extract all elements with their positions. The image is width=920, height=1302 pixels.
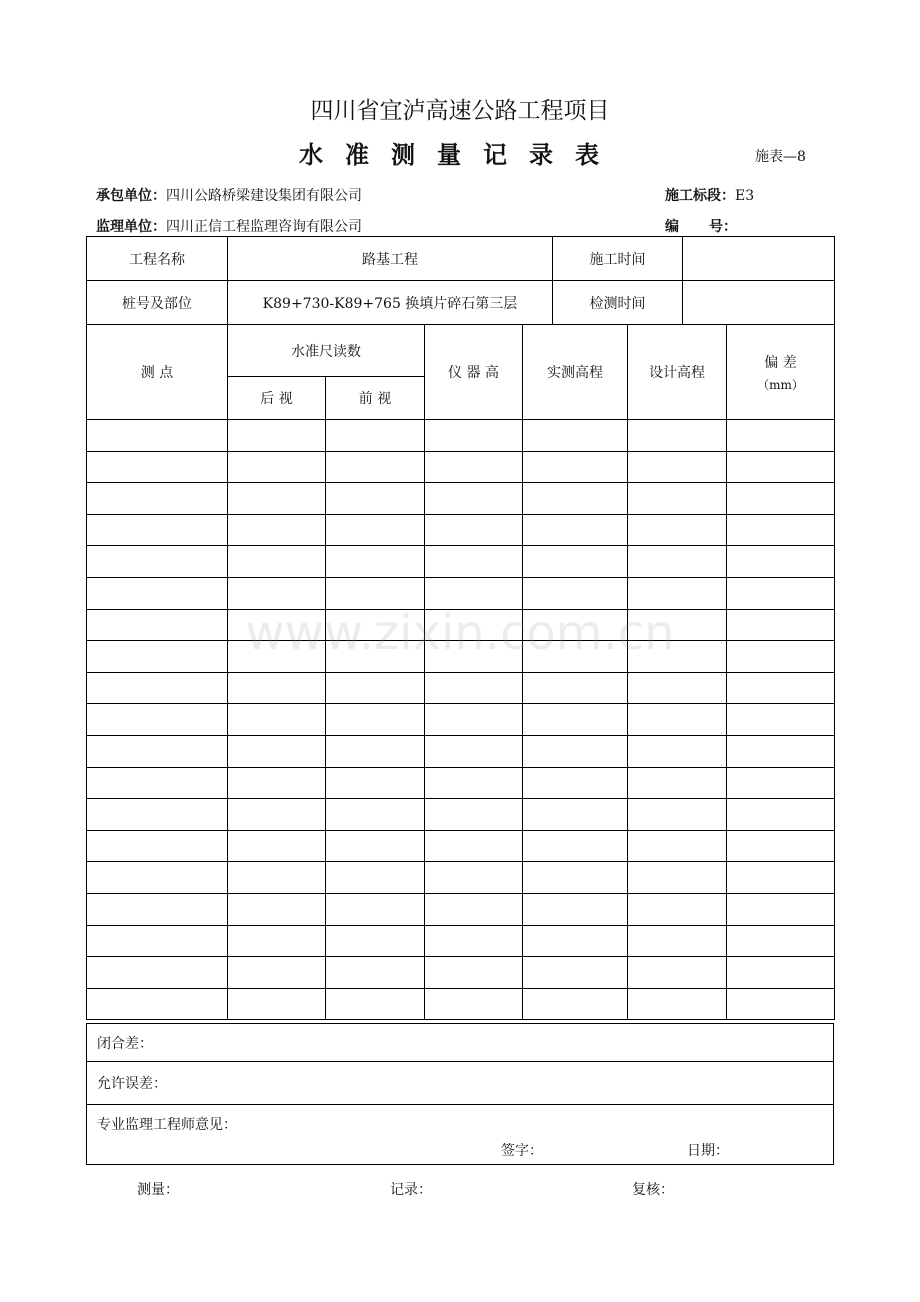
table-cell[interactable] [727,799,835,831]
table-cell[interactable] [87,862,228,894]
table-cell[interactable] [425,767,523,799]
table-cell[interactable] [628,767,727,799]
table-cell[interactable] [228,514,326,546]
table-cell[interactable] [523,988,628,1020]
contractor-label: 承包单位： [96,188,166,204]
table-cell[interactable] [87,704,228,736]
number-label-b: 号： [709,219,737,235]
table-cell[interactable] [87,925,228,957]
header-point: 测 点 [87,325,228,420]
section-label: 施工标段： [665,188,735,204]
table-cell[interactable] [628,862,727,894]
table-cell[interactable] [87,957,228,989]
review-signoff: 复核： [632,1182,674,1198]
table-cell[interactable] [425,893,523,925]
table-row [87,451,835,483]
table-cell[interactable] [87,799,228,831]
footer-table [86,1023,834,1165]
table-cell[interactable] [425,546,523,578]
construction-time-value[interactable] [683,237,835,281]
number-label-a: 编 [665,219,679,235]
table-cell[interactable] [228,704,326,736]
table-cell[interactable] [628,704,727,736]
table-cell[interactable] [727,893,835,925]
table-cell[interactable] [628,988,727,1020]
contractor-line [96,185,362,205]
table-cell[interactable] [326,957,425,989]
table-cell[interactable] [628,514,727,546]
table-cell[interactable] [326,925,425,957]
form-title: 水准测量记录表 [299,141,621,169]
header-deviation-unit: （mm） [757,377,804,392]
table-cell[interactable] [523,767,628,799]
table-cell[interactable] [326,735,425,767]
table-cell[interactable] [228,767,326,799]
table-cell[interactable] [727,925,835,957]
table-cell[interactable] [523,483,628,515]
table-cell[interactable] [87,893,228,925]
table-row [87,893,835,925]
table-cell[interactable] [87,546,228,578]
record-signoff: 记录： [390,1182,432,1198]
table-cell[interactable] [326,704,425,736]
table-cell[interactable] [228,672,326,704]
table-cell[interactable] [228,483,326,515]
table-row [87,420,835,452]
table-cell[interactable] [727,483,835,515]
table-row [87,830,835,862]
data-rows [87,420,835,1020]
table-cell[interactable] [628,799,727,831]
table-cell[interactable] [228,799,326,831]
table-cell[interactable] [523,546,628,578]
table-cell[interactable] [727,862,835,894]
table-cell[interactable] [87,514,228,546]
engineer-opinion-cell[interactable] [87,1105,834,1165]
table-cell[interactable] [628,672,727,704]
table-row [87,546,835,578]
table-cell[interactable] [727,514,835,546]
table-cell[interactable] [87,830,228,862]
table-cell[interactable] [326,767,425,799]
table-cell[interactable] [87,483,228,515]
table-cell[interactable] [326,546,425,578]
table-row [87,925,835,957]
table-cell[interactable] [326,514,425,546]
table-cell[interactable] [523,830,628,862]
table-cell[interactable] [425,735,523,767]
section-line [665,185,754,205]
table-cell[interactable] [326,672,425,704]
header-foresight: 前 视 [326,377,425,420]
table-cell[interactable] [425,799,523,831]
table-cell[interactable] [425,483,523,515]
table-cell[interactable] [326,799,425,831]
table-row [87,988,835,1020]
table-cell[interactable] [628,830,727,862]
table-row [87,957,835,989]
header-backsight: 后 视 [228,377,326,420]
table-cell[interactable] [523,704,628,736]
measure-signoff: 测量： [137,1182,179,1198]
table-cell[interactable] [87,420,228,452]
table-row [87,514,835,546]
table-cell[interactable] [228,988,326,1020]
table-cell[interactable] [727,420,835,452]
date-label: 日期： [687,1143,729,1159]
table-row [87,735,835,767]
table-row [87,483,835,515]
table-cell[interactable] [628,925,727,957]
table-cell[interactable] [523,893,628,925]
allowable-error-cell[interactable]: 允许误差： [87,1062,834,1105]
supervisor-label: 监理单位： [96,219,166,235]
header-instrument-height: 仪 器 高 [425,325,523,420]
table-cell[interactable] [425,862,523,894]
table-cell[interactable] [523,799,628,831]
table-cell[interactable] [628,483,727,515]
engineer-opinion-label: 专业监理工程师意见： [97,1117,237,1133]
header-measured-elevation: 实测高程 [523,325,628,420]
table-cell[interactable] [87,451,228,483]
section-value: E3 [735,188,755,204]
header-staff-reading: 水准尺读数 [228,325,425,377]
project-name-label: 工程名称 [87,237,228,281]
table-cell[interactable] [326,483,425,515]
table-cell[interactable] [425,704,523,736]
table-cell[interactable] [326,420,425,452]
number-line [665,216,737,236]
table-cell[interactable] [727,735,835,767]
table-cell[interactable] [425,420,523,452]
table-cell[interactable] [326,893,425,925]
construction-time-label: 施工时间 [553,237,683,281]
table-row [87,704,835,736]
table-row [87,672,835,704]
project-info-table [86,236,835,325]
station-label: 桩号及部位 [87,281,228,325]
table-cell[interactable] [523,420,628,452]
table-cell[interactable] [425,925,523,957]
inspection-time-label: 检测时间 [553,281,683,325]
table-cell[interactable] [425,830,523,862]
table-cell[interactable] [628,546,727,578]
supervisor-line [96,216,362,236]
table-cell[interactable] [87,767,228,799]
table-cell[interactable] [628,420,727,452]
table-cell[interactable] [228,420,326,452]
table-cell[interactable] [425,672,523,704]
header-deviation [727,325,835,420]
table-cell[interactable] [628,957,727,989]
table-cell[interactable] [228,451,326,483]
table-cell[interactable] [326,830,425,862]
table-row [87,799,835,831]
table-cell[interactable] [228,925,326,957]
table-cell[interactable] [727,672,835,704]
table-cell[interactable] [523,514,628,546]
inspection-time-value[interactable] [683,281,835,325]
table-cell[interactable] [228,830,326,862]
table-cell[interactable] [628,893,727,925]
project-name-value[interactable]: 路基工程 [228,237,553,281]
table-cell[interactable] [727,704,835,736]
table-cell[interactable] [727,451,835,483]
table-cell[interactable] [727,546,835,578]
closure-error-cell[interactable]: 闭合差： [87,1024,834,1062]
table-cell[interactable] [228,546,326,578]
table-cell[interactable] [425,957,523,989]
table-cell[interactable] [523,925,628,957]
supervisor-value: 四川正信工程监理咨询有限公司 [166,219,362,235]
table-cell[interactable] [727,767,835,799]
table-row [87,862,835,894]
table-cell[interactable] [326,988,425,1020]
table-cell[interactable] [628,735,727,767]
table-row [87,767,835,799]
table-cell[interactable] [425,451,523,483]
document-title: 四川省宜泸高速公路工程项目 [310,98,610,124]
header-design-elevation: 设计高程 [628,325,727,420]
table-cell[interactable] [87,988,228,1020]
table-cell[interactable] [326,451,425,483]
header-deviation-label: 偏 差 [764,354,797,371]
watermark: www.zixin.com.cn [245,605,675,661]
table-cell[interactable] [425,988,523,1020]
table-cell[interactable] [727,988,835,1020]
table-cell[interactable] [87,672,228,704]
table-cell[interactable] [628,451,727,483]
contractor-value: 四川公路桥梁建设集团有限公司 [166,188,362,204]
table-cell[interactable] [523,735,628,767]
table-cell[interactable] [523,672,628,704]
form-code: 施表—8 [755,149,806,165]
table-cell[interactable] [228,735,326,767]
table-cell[interactable] [523,862,628,894]
signature-label: 签字： [501,1143,543,1159]
table-cell[interactable] [228,862,326,894]
leveling-record-table [86,324,835,1020]
table-cell[interactable] [523,451,628,483]
table-cell[interactable] [326,862,425,894]
table-cell[interactable] [87,735,228,767]
table-cell[interactable] [727,830,835,862]
table-cell[interactable] [425,514,523,546]
table-cell[interactable] [523,957,628,989]
table-cell[interactable] [228,957,326,989]
station-value[interactable]: K89+730-K89+765 换填片碎石第三层 [228,281,553,325]
table-cell[interactable] [727,957,835,989]
table-cell[interactable] [228,893,326,925]
